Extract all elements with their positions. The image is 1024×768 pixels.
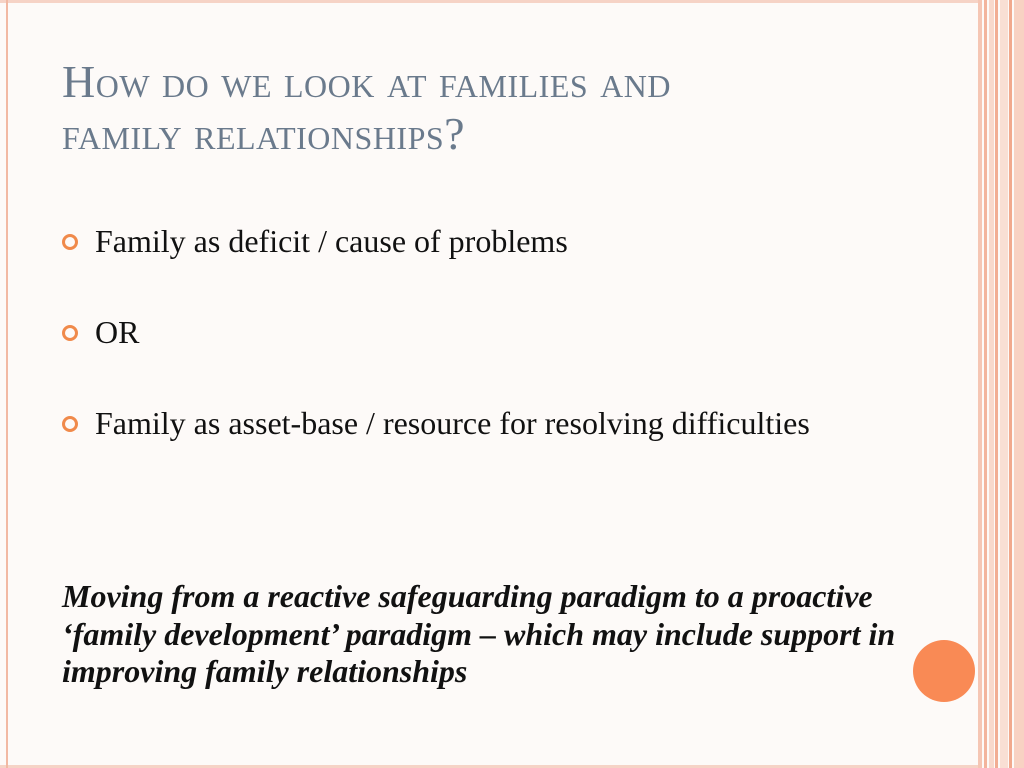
- right-stripe: [989, 0, 994, 768]
- slide-title: [62, 56, 922, 160]
- emphasis-statement: Moving from a reactive safeguarding paradigm to a proactive ‘family development’ paradigm – which may include support in improving family relationships: [62, 578, 896, 689]
- decorative-circle: [913, 640, 975, 702]
- bullet-item: [62, 222, 882, 260]
- left-border: [6, 0, 8, 768]
- bullet-circle-icon: [62, 325, 78, 341]
- bullet-list: [62, 222, 882, 442]
- bullet-text: Family as deficit / cause of problems: [95, 223, 568, 259]
- slide-title-line-2: family relationships?: [62, 108, 466, 159]
- bullet-text: OR: [95, 314, 140, 350]
- right-stripe: [995, 0, 998, 768]
- top-border: [0, 0, 980, 3]
- bullet-text: Family as asset-base / resource for resolving difficulties: [95, 405, 810, 441]
- right-stripe: [978, 0, 982, 768]
- right-stripe: [1000, 0, 1008, 768]
- bullet-circle-icon: [62, 234, 78, 250]
- right-stripe: [1009, 0, 1012, 768]
- right-stripe: [984, 0, 987, 768]
- bullet-item: [62, 313, 882, 351]
- right-stripe: [1014, 0, 1024, 768]
- bullet-circle-icon: [62, 416, 78, 432]
- bullet-item: [62, 404, 882, 442]
- slide-title-line-1: How do we look at families and: [62, 56, 672, 107]
